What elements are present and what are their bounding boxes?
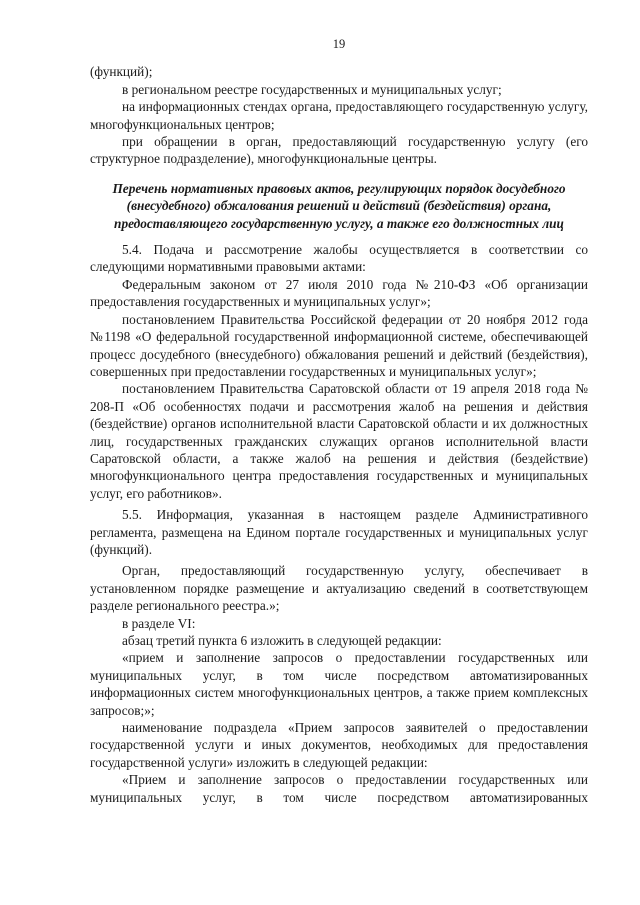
paragraph: 5.4. Подача и рассмотрение жалобы осуществляется в соответствии со следующими нормативными правовыми актами: — [90, 242, 588, 275]
section-heading: Перечень нормативных правовых актов, регулирующих порядок досудебного (внесудебного) обжалования решений и действий (бездействия) органа, предоставляющего государственную услугу, а также его должностных лиц — [112, 180, 566, 231]
paragraph: 5.5. Информация, указанная в настоящем разделе Административного регламента, размещена на Едином портале государственных и муниципальных услуг (функций). — [90, 507, 588, 557]
paragraph: постановлением Правительства Российской федерации от 20 ноября 2012 года №1198 «О федеральной государственной информационной системе, обеспечивающей процесс досудебного (внесудебного) обжалования решений и действий (бездействия), совершенных при предоставлении государственных и муниципальных услуг»; — [90, 311, 588, 379]
paragraph: абзац третий пункта 6 изложить в следующей редакции: — [122, 633, 442, 648]
paragraph: постановлением Правительства Саратовской области от 19 апреля 2018 года № 208-П «Об особенностях подачи и рассмотрения жалоб на решения и действия (бездействие) органов исполнительной власти Саратовской области и их должностных лиц, государственных гражданских служащих органов исполнительной власти Саратовской области, а также жалоб на решения и действия (бездействие) многофункционального центра предоставления государственных и муниципальных услуг, его работников». — [90, 381, 588, 501]
paragraph: наименование подраздела «Прием запросов заявителей о предоставлении государственной услуги и иных документов, необходимых для предоставления государственной услуги» изложить в следующей редакции: — [90, 720, 588, 770]
paragraph: «Прием и заполнение запросов о предоставлении государственных или муниципальных услуг, в том числе посредством автоматизированных — [90, 772, 588, 805]
page-number: 19 — [332, 37, 346, 51]
paragraph: Орган, предоставляющий государственную услугу, обеспечивает в установленном порядке размещение и актуализацию сведений в соответствующем разделе регионального реестра.»; — [90, 563, 588, 614]
paragraph: в разделе VI: — [122, 615, 196, 631]
paragraph: Федеральным законом от 27 июля 2010 года №210-ФЗ «Об организации предоставления государственных и муниципальных услуг»; — [90, 276, 588, 310]
text-line: (функций); — [90, 64, 153, 80]
text-line: на информационных стендах органа, предоставляющего государственную услугу, многофункциональных центров; — [90, 99, 588, 132]
text-line: в региональном реестре государственных и муниципальных услуг; — [122, 81, 502, 97]
text-line: при обращении в орган, предоставляющий государственную услугу (его структурное подразделение), многофункциональные центры. — [90, 134, 588, 167]
paragraph: «прием и заполнение запросов о предоставлении государственных или муниципальных услуг, в том числе посредством автоматизированных информационных систем многофункциональных центров, а также прием комплексных запросов;»; — [90, 650, 588, 718]
